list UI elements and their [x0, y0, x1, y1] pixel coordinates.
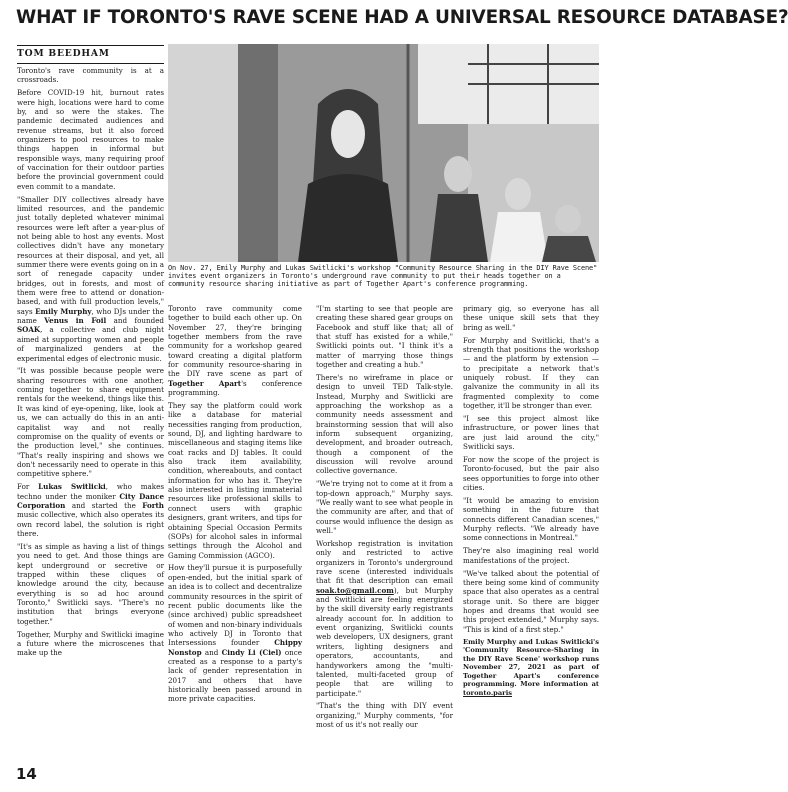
paragraph: Before COVID-19 hit, burnout rates were high, locations were hard to come by, and so were the stakes. The pandemic decimated audiences and revenue streams, but it also forced organizers to pool resources to make things happen in informal but responsible ways, many requiring proof of vaccination for their outdoor parties before the provincial government could even commit to a mandate.	[17, 88, 164, 191]
person-name: Chippy Nonstop	[168, 638, 302, 657]
text: , who DJs under the name	[17, 306, 164, 326]
text: and	[204, 647, 219, 657]
paragraph: For now the scope of the project is Toronto-focused, but the pair also sees opportunities to forge into other cities.	[463, 454, 599, 492]
paragraph: Together, Murphy and Switlicki imagine a future where the microscenes that make up the	[17, 629, 164, 658]
paragraph: "I see this project almost like infrastructure, or power lines that are just laid around the city," Switlicki says.	[463, 413, 599, 451]
collective-name: SOAK	[17, 325, 41, 335]
paragraph: "It would be amazing to envision something in the future that connects different Canadian scenes," Murphy reflects. "We already have some connections in Montreal."	[463, 495, 599, 543]
text: 's conference programming.	[168, 378, 302, 398]
photo-caption: On Nov. 27, Emily Murphy and Lukas Switlicki's workshop "Community Resource Sharing in the DIY Rave Scene" invites event organizers in Toronto's underground rave community to put their heads together on a community resource sharing initiative as part of Together Apart's conference programming.	[168, 264, 598, 289]
paragraph: "We've talked about the potential of there being some kind of community space that also operates as a central storage unit. So there are bigger hopes and dreams that would see this project extended," Murphy says. "This is kind of a first step."	[463, 568, 599, 634]
text: ), but Murphy and Switlicki are feeling energized by the skill diversity early registrants already account for. In addition to event organizing, Switlicki counts web developers, UX designers, grant writers, lighting designers and operators, accountants, and handyworkers among the "multi-talented, multi-faceted group of people that are willing to participate."	[316, 585, 453, 698]
paragraph: "It was possible because people were sharing resources with one another, coming together to share equipment rentals for the weekend, things like this. It was kind of eye-opening, like, look at us, we can actually do this in an anti-capitalist way and not really compromise on the quality of events or the production level," she continues. "That's really inspiring and shows we don't necessarily need to operate in this competitive sphere."	[17, 366, 164, 479]
paragraph: They're also imagining real world manifestations of the project.	[463, 546, 599, 565]
collective-name: Forth	[142, 500, 164, 510]
paragraph: "I'm starting to see that people are creating these shared gear groups on Facebook and stuff like that; all of that stuff has existed for a while," Switlicki points out. "I think it's a matter of marrying those things together and creating a hub."	[316, 304, 453, 370]
paragraph	[168, 304, 302, 397]
paragraph: primary gig, so everyone has all these unique skill sets that they bring as well."	[463, 304, 599, 332]
paragraph: "We're trying not to come at it from a top-down approach," Murphy says. "We really want to see what people in the community are after, and that of course would influence the design as well."	[316, 479, 453, 536]
paragraph: For Murphy and Switlicki, that's a strength that positions the workshop — and the platform by extension — to precipitate a network that's uniquely robust. If they can galvanize the community in all its fragmented complexity to come together, it'll be stronger than ever.	[463, 335, 599, 411]
paragraph: There's no wireframe in place or design to unveil TED Talk-style. Instead, Murphy and Switlicki are approaching the workshop as a community needs assessment and brainstorming session that will also inform subsequent organizing, development, and broader outreach, though a component of the discussion will revolve around collective governance.	[316, 373, 453, 476]
text: and started the	[71, 500, 136, 510]
paragraph: Toronto's rave community is at a crossroads.	[17, 66, 164, 85]
email-link[interactable]: soak.to@gmail.com	[316, 585, 394, 595]
article-column-2	[168, 304, 302, 764]
paragraph: They say the platform could work like a database for material necessities ranging from production, sound, DJ, and lighting hardware to miscellaneous and staging items like coat racks and DJ tables. It could also track item availability, condition, whereabouts, and contact information for who has it. They're also interested in listing immaterial resources like professional skills to connect users with graphic designers, grant writers, and tips for obtaining Special Occasion Permits (SOPs) for alcohol sales in informal settings through the Alcohol and Gaming Commission (AGCO).	[168, 401, 302, 560]
article-column-4	[463, 304, 599, 764]
text: once created as a response to a party's lack of gender representation in 2017 and others that have historically been passed around in more private capacities.	[168, 647, 302, 704]
text: Workshop registration is invitation only and restricted to active organizers in Toronto's underground rave scene (interested individuals that fit that description can email	[316, 539, 453, 586]
paragraph	[168, 563, 302, 703]
text: Toronto rave community come together to build each other up. On November 27, they're bringing together members from the rave community for a workshop geared toward creating a digital platform for community resource-sharing in the DIY rave scene as part of	[168, 304, 302, 379]
person-name: Lukas Switlicki	[38, 482, 106, 492]
person-name: Cindy Li (Ciel)	[221, 647, 282, 657]
dj-alias: City Dance Corporation	[17, 491, 165, 510]
article-column-1	[17, 66, 164, 756]
organization-name: Together Apart	[168, 378, 242, 388]
text: How they'll pursue it is purposefully open-ended, but the initial spark of an idea is to collect and decentralize community resources in the spirit of recent public documents like the (since archived) public spreadsheet of women and non-binary individuals who actively DJ in Toronto that Intersessions founder	[168, 563, 302, 648]
paragraph	[17, 482, 164, 538]
page-number: 14	[16, 765, 37, 783]
paragraph	[316, 539, 453, 698]
paragraph	[17, 195, 164, 363]
website-link[interactable]: toronto.paris	[463, 689, 512, 698]
text: Emily Murphy and Lukas Switlicki's 'Community Resource-Sharing in the DIY Rave Scene' workshop runs November 27, 2021 as part of Together Apart's conference programming. More information at	[463, 637, 599, 689]
event-credit	[463, 638, 599, 698]
photo-illustration	[168, 44, 599, 262]
person-name: Emily Murphy	[35, 306, 92, 316]
article-photo	[168, 44, 599, 262]
dj-alias: Venus in Foil	[44, 316, 107, 326]
headline: WHAT IF TORONTO'S RAVE SCENE HAD A UNIVERSAL RESOURCE DATABASE?	[16, 7, 788, 28]
text: and founded	[113, 316, 164, 326]
text: music collective, which also operates its own record label, the solution is right there.	[17, 510, 164, 538]
text: "Smaller DIY collectives already have limited resources, and the pandemic just totally depleted whatever minimal resources were left after a year-plus of not being able to host any events. Most collectives didn't have any monetary resources at their disposal, and yet, all summer there were events going on in a sort of renegade capacity under bridges, out in forests, and most of them were free to attend or donation-based, and with full production levels," says	[17, 194, 164, 316]
paragraph: "It's as simple as having a list of things you need to get. And those things are kept underground or secretive or trapped within these cliques of knowledge around the city, because everything is so ad hoc around Toronto," Switlicki says. "There's no institution that brings everyone together."	[17, 541, 164, 626]
article-column-3	[316, 304, 453, 764]
text: , who makes techno under the moniker	[17, 482, 164, 501]
text: For	[17, 482, 30, 492]
text: , a collective and club night aimed at supporting women and people of marginalized genders at the experimental edges of electronic music.	[17, 325, 164, 363]
byline: TOM BEEDHAM	[17, 45, 164, 64]
paragraph: "That's the thing with DIY event organizing," Murphy comments, "for most of us it's not really our	[316, 701, 453, 730]
